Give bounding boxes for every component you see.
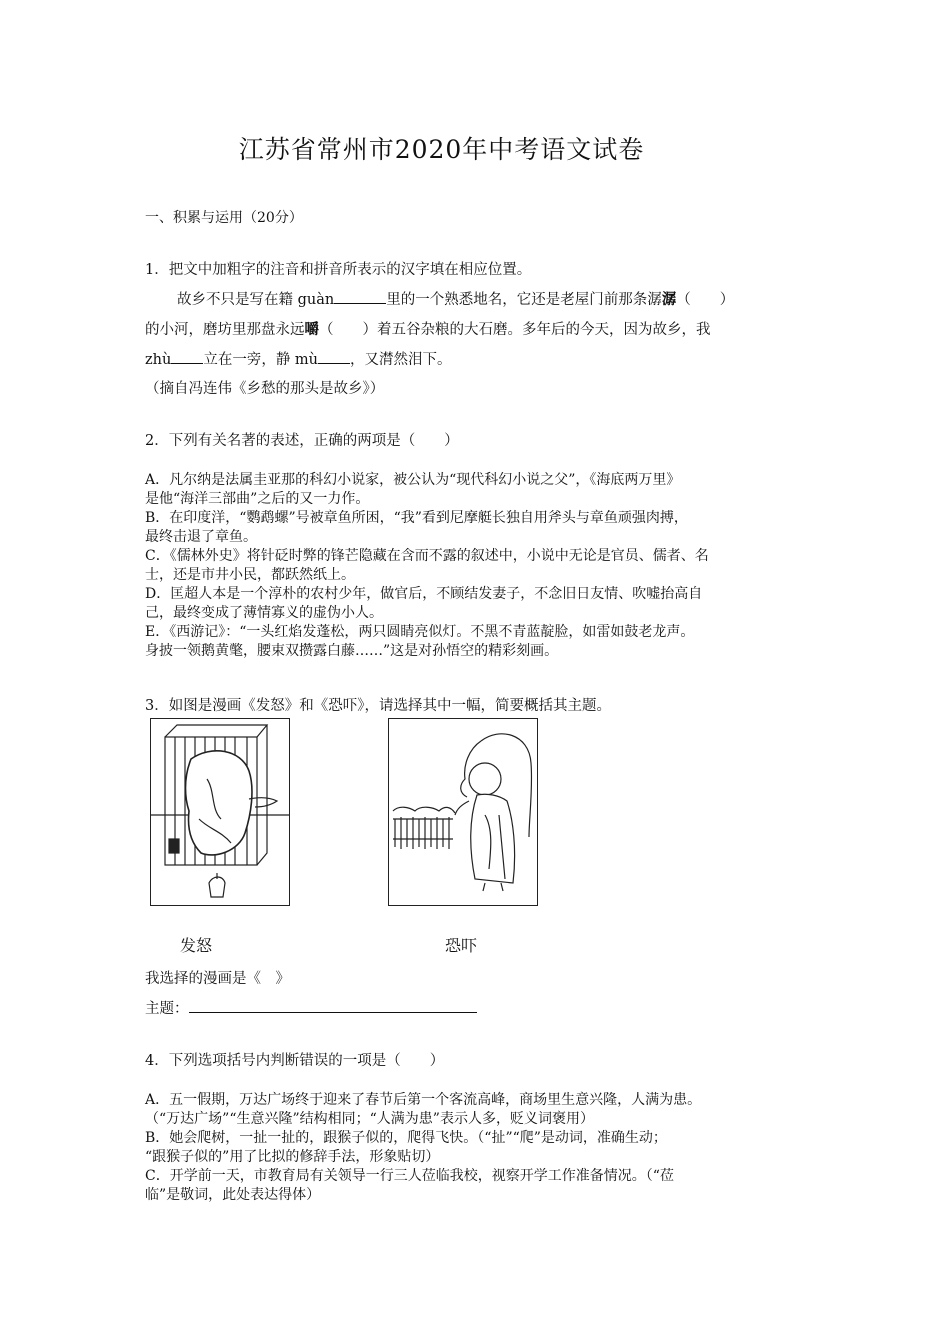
q2-option-line: E．《西游记》：“一头红焰发蓬松，两只圆睛亮似灯。不黑不青蓝靛脸，如雷如鼓老龙声。 xyxy=(145,624,695,640)
q4-option-line: “跟猴子似的”用了比拟的修辞手法，形象贴切） xyxy=(145,1149,440,1165)
q1-bold-char-1: 潺 xyxy=(661,291,677,308)
q3-stem: 3．如图是漫画《发怒》和《恐吓》，请选择其中一幅，简要概括其主题。 xyxy=(145,698,611,714)
q1-line3-text-b: 立在一旁，静 mù xyxy=(203,352,319,368)
q1-line1-text-a: 故乡不只是写在籍 guàn xyxy=(177,292,335,308)
q2-option-line: 是他“海洋三部曲”之后的又一力作。 xyxy=(145,491,370,507)
q2-option-line: C．《儒林外史》将针砭时弊的锋芒隐藏在含而不露的叙述中，小说中无论是官员、儒者、名 xyxy=(145,548,709,564)
q4-option-line: C．开学前一天，市教育局有关领导一行三人莅临我校，视察开学工作准备情况。（“莅 xyxy=(145,1168,674,1184)
q1-bold-char-2: 嚼 xyxy=(304,321,319,338)
q3-theme-label: 主题： xyxy=(145,1001,189,1017)
q1-line2-text-b: （ ）着五谷杂粮的大石磨。多年后的今天，因为故乡，我 xyxy=(319,322,711,338)
q1-line1-text-b: 里的一个熟悉地名，它还是老屋门前那条潺 xyxy=(386,292,662,308)
q1-blank-guan[interactable] xyxy=(334,289,386,304)
cartoon-anger-drawing xyxy=(151,719,289,905)
q1-line-3 xyxy=(145,348,452,369)
q1-line-1 xyxy=(177,288,734,309)
q1-blank-mu[interactable] xyxy=(318,349,350,364)
q1-line2-text-a: 的小河，磨坊里那盘永远 xyxy=(145,322,305,338)
q3-choice-prompt[interactable]: 我选择的漫画是《 》 xyxy=(145,971,290,987)
q2-stem: 2．下列有关名著的表述，正确的两项是（ ） xyxy=(145,433,459,449)
cartoon-anger xyxy=(150,718,290,906)
q4-option-line: 临”是敬词，此处表达得体） xyxy=(145,1187,321,1203)
q1-blank-zhu[interactable] xyxy=(171,349,203,364)
caption-threat: 恐吓 xyxy=(445,936,478,955)
q1-stem: 1．把文中加粗字的注音和拼音所表示的汉字填在相应位置。 xyxy=(145,262,532,278)
caption-anger: 发怒 xyxy=(180,936,213,955)
q2-option-line: B．在印度洋，“鹦鹉螺”号被章鱼所困，“我”看到尼摩艇长独自用斧头与章鱼顽强肉搏， xyxy=(145,510,688,526)
q1-line3-text-c: ，又潸然泪下。 xyxy=(350,352,452,368)
cartoon-threat-drawing xyxy=(389,719,537,905)
q4-option-line: B．她会爬树，一扯一扯的，跟猴子似的，爬得飞快。（“扯”“爬”是动词，准确生动； xyxy=(145,1130,667,1146)
section-heading: 一、积累与运用（20分） xyxy=(145,210,303,226)
q2-option-line: D．匡超人本是一个淳朴的农村少年，做官后，不顾结发妻子，不念旧日友情、吹嘘抬高自 xyxy=(145,586,703,602)
q1-line1-text-c: （ ） xyxy=(676,292,735,308)
q2-option-line: 最终击退了章鱼。 xyxy=(145,529,257,545)
q4-option-line: A．五一假期，万达广场终于迎来了春节后第一个客流高峰，商场里生意兴隆，人满为患。 xyxy=(145,1092,702,1108)
q1-line3-text-a: zhù xyxy=(145,352,172,368)
q2-option-line: A．凡尔纳是法属圭亚那的科幻小说家，被公认为“现代科幻小说之父”，《海底两万里》 xyxy=(145,472,681,488)
q1-line-2 xyxy=(145,318,711,339)
page-title: 江苏省常州市2020年中考语文试卷 xyxy=(238,135,645,164)
q4-option-line: （“万达广场”“生意兴隆”结构相同；“人满为患”表示人多，贬义词褒用） xyxy=(145,1111,594,1127)
cartoon-threat xyxy=(388,718,538,906)
q1-source: （摘自冯连伟《乡愁的那头是故乡》） xyxy=(145,381,385,397)
q3-theme-line xyxy=(145,997,477,1018)
q4-stem: 4．下列选项括号内判断错误的一项是（ ） xyxy=(145,1053,445,1069)
q3-theme-blank[interactable] xyxy=(189,998,477,1013)
q2-option-line: 士，还是市井小民，都跃然纸上。 xyxy=(145,567,355,583)
q2-option-line: 己，最终变成了薄情寡义的虚伪小人。 xyxy=(145,605,383,621)
q2-option-line: 身披一领鹅黄氅，腰束双攒露白藤……”这是对孙悟空的精彩刻画。 xyxy=(145,643,559,659)
